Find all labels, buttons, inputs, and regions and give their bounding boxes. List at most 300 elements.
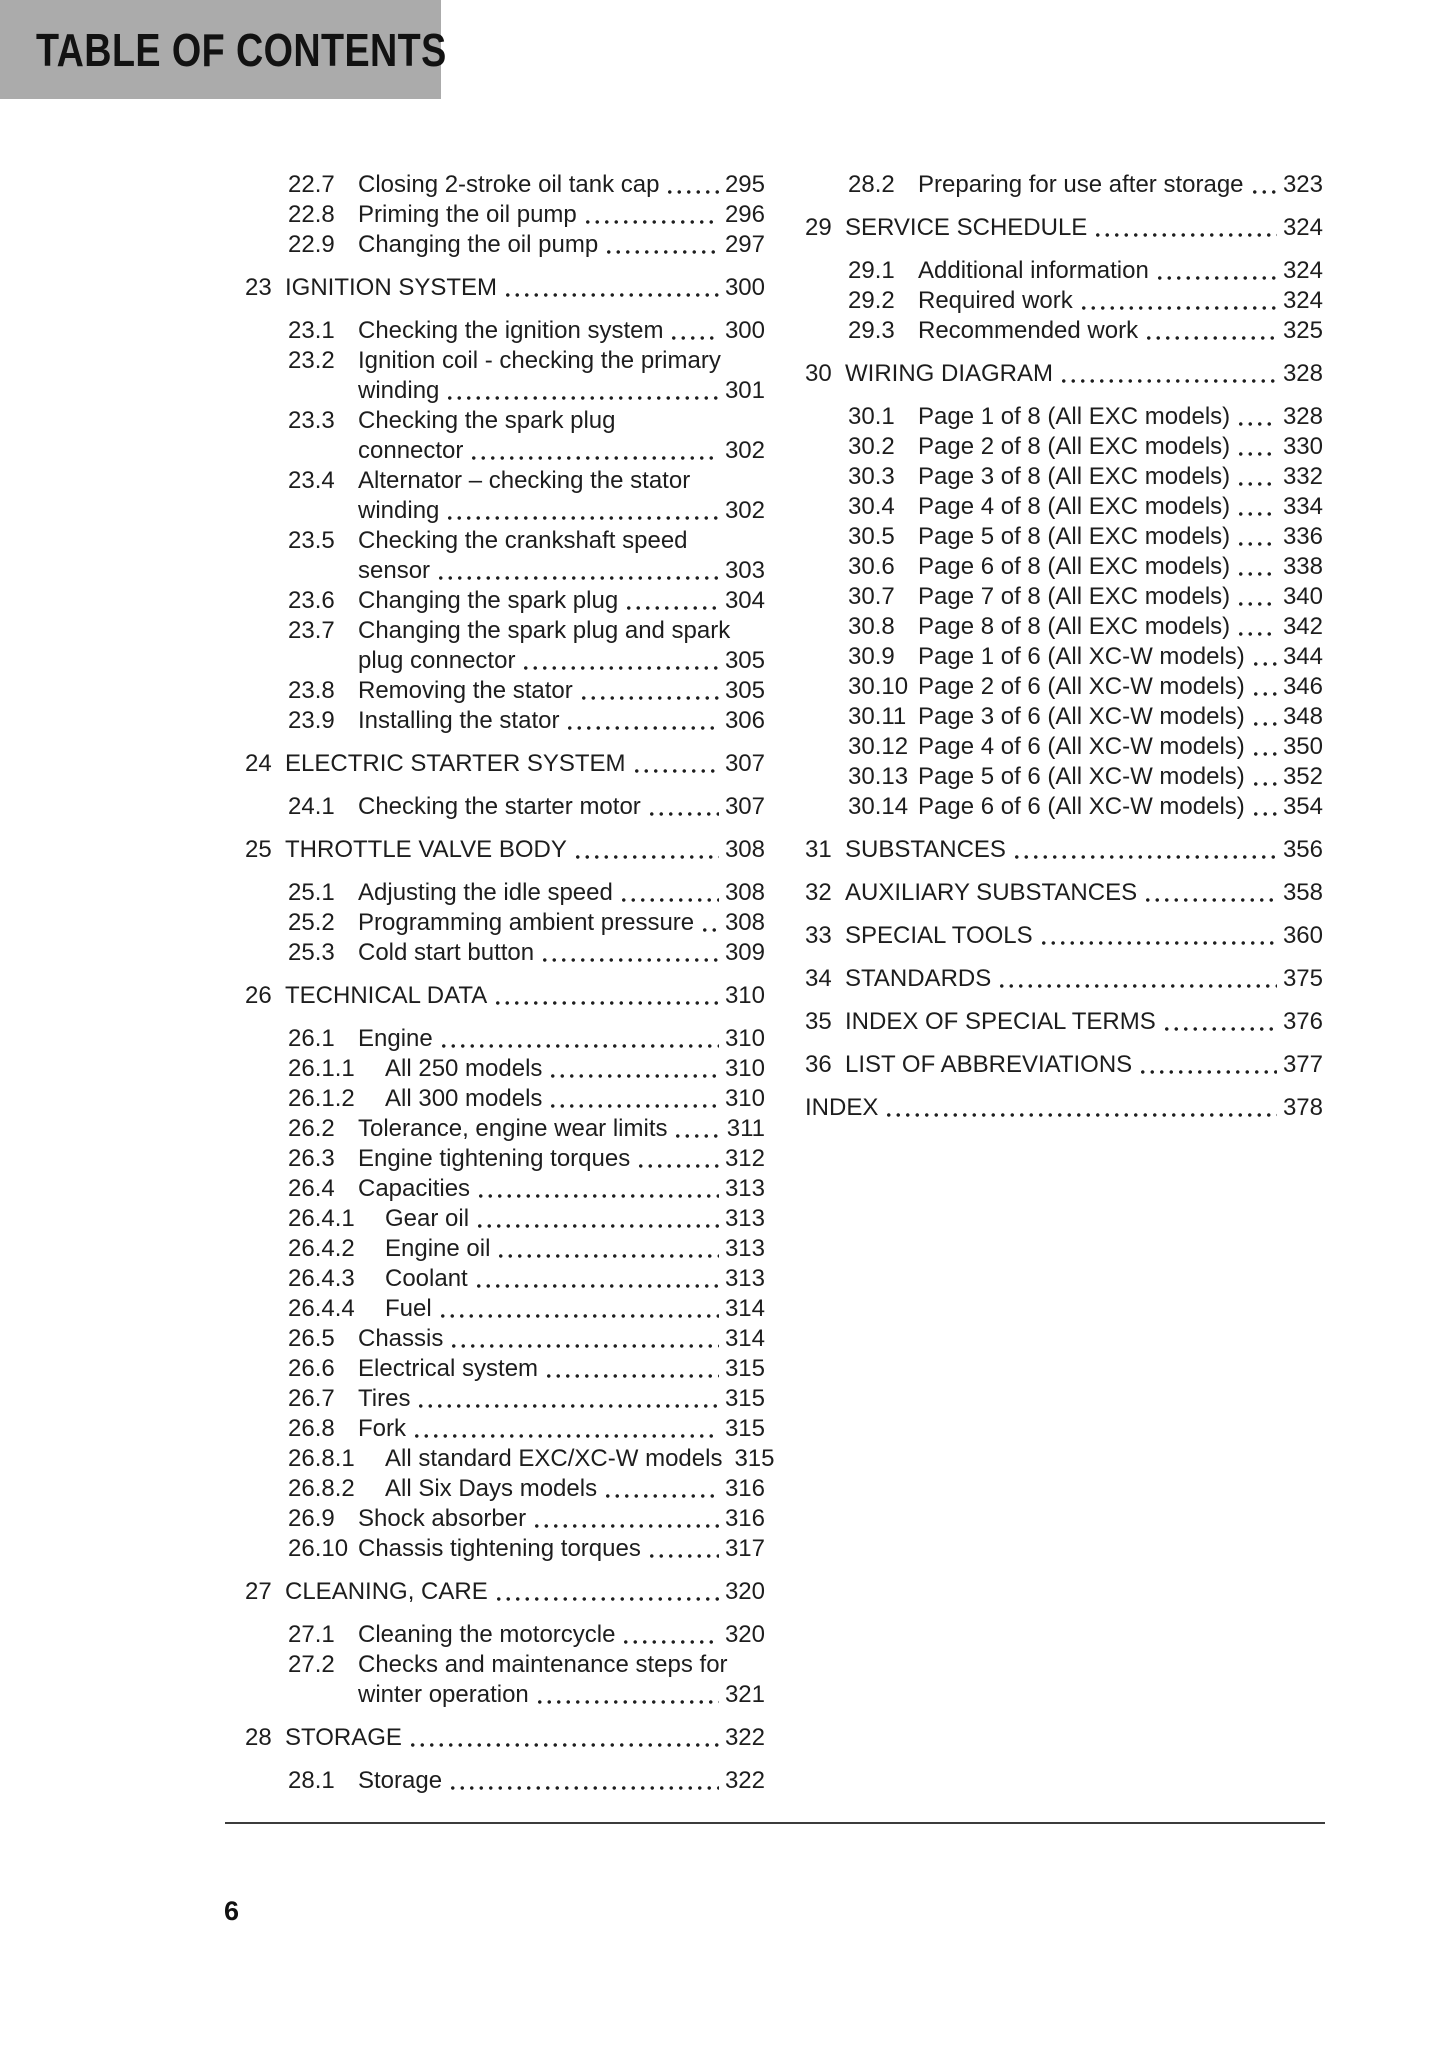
- entry-number: 26.1.2: [288, 1085, 355, 1112]
- entry-page-number: 324: [1282, 287, 1323, 314]
- entry-number: 26.2: [288, 1115, 335, 1142]
- entry-title: Changing the spark plug and spark: [358, 617, 731, 644]
- entry-page-number: 328: [1282, 403, 1323, 430]
- leader-dots: [1236, 482, 1277, 486]
- entry-title: Engine: [358, 1025, 433, 1052]
- toc-entry[interactable]: [805, 762, 1323, 792]
- toc-entry[interactable]: [245, 1264, 765, 1294]
- footer-rule: [225, 1822, 1325, 1824]
- entry-page-number: 313: [724, 1265, 765, 1292]
- entry-title: Programming ambient pressure: [358, 909, 695, 936]
- entry-title: Page 1 of 6 (All XC-W models): [918, 643, 1245, 670]
- entry-title: LIST OF ABBREVIATIONS: [845, 1051, 1133, 1078]
- entry-page-number: 377: [1282, 1051, 1323, 1078]
- entry-number: 26.8.1: [288, 1445, 355, 1472]
- toc-entry[interactable]: [245, 1474, 765, 1504]
- entry-number: 24.1: [288, 793, 335, 820]
- entry-number: 29.3: [848, 317, 895, 344]
- entry-number: 26.8: [288, 1415, 335, 1442]
- entry-page-number: 348: [1282, 703, 1323, 730]
- leader-dots: [494, 1597, 719, 1601]
- entry-page-number: 311: [726, 1115, 765, 1142]
- leader-dots: [476, 1194, 719, 1198]
- entry-title: SERVICE SCHEDULE: [845, 214, 1088, 241]
- entry-page-number: 324: [1282, 257, 1323, 284]
- entry-number: 29: [805, 214, 832, 241]
- entry-page-number: 304: [724, 587, 765, 614]
- leader-dots: [1143, 898, 1277, 902]
- leader-dots: [1251, 722, 1277, 726]
- entry-page-number: 296: [724, 201, 765, 228]
- entry-number: 23.7: [288, 617, 335, 644]
- toc-entry[interactable]: [805, 359, 1323, 389]
- entry-title: Page 2 of 8 (All EXC models): [918, 433, 1231, 460]
- entry-title: Alternator – checking the stator: [358, 467, 691, 494]
- toc-entry[interactable]: [245, 835, 765, 865]
- toc-entry[interactable]: [245, 1174, 765, 1204]
- toc-entry[interactable]: [805, 170, 1323, 200]
- entry-page-number: 338: [1282, 553, 1323, 580]
- toc-entry[interactable]: [245, 1444, 775, 1474]
- entry-number: 29.2: [848, 287, 895, 314]
- entry-number: 30.11: [848, 703, 907, 730]
- toc-entry[interactable]: [245, 908, 765, 938]
- entry-title: STORAGE: [285, 1724, 402, 1751]
- entry-number: 26: [245, 982, 272, 1009]
- entry-title: Page 2 of 6 (All XC-W models): [918, 673, 1245, 700]
- toc-entry[interactable]: [245, 938, 765, 968]
- entry-number: 25: [245, 836, 272, 863]
- toc-entry[interactable]: [245, 1577, 765, 1607]
- entry-title: Checking the crankshaft speed: [358, 527, 688, 554]
- entry-page-number: 332: [1282, 463, 1323, 490]
- entry-title: Coolant: [385, 1265, 468, 1292]
- entry-page-number: 322: [724, 1767, 765, 1794]
- entry-title: Adjusting the idle speed: [358, 879, 613, 906]
- toc-entry[interactable]: [805, 642, 1323, 672]
- entry-title: IGNITION SYSTEM: [285, 274, 498, 301]
- leader-dots: [1012, 855, 1277, 859]
- entry-number: 34: [805, 965, 832, 992]
- entry-number: 35: [805, 1008, 832, 1035]
- entry-title: connector: [358, 437, 464, 464]
- entry-title: Page 3 of 6 (All XC-W models): [918, 703, 1245, 730]
- entry-title: Ignition coil - checking the primary: [358, 347, 721, 374]
- leader-dots: [573, 855, 719, 859]
- toc-entry[interactable]: [805, 921, 1323, 951]
- entry-number: 28.1: [288, 1767, 335, 1794]
- entry-title: Gear oil: [385, 1205, 470, 1232]
- toc-entry[interactable]: [805, 316, 1323, 346]
- entry-number: 23.6: [288, 587, 335, 614]
- leader-dots: [438, 1314, 719, 1318]
- entry-page-number: 317: [724, 1535, 765, 1562]
- leader-dots: [647, 812, 719, 816]
- leader-dots: [474, 1284, 719, 1288]
- toc-entry[interactable]: [245, 1723, 765, 1753]
- entry-title: Capacities: [358, 1175, 471, 1202]
- toc-entry[interactable]: [805, 256, 1323, 286]
- toc-entry[interactable]: [805, 835, 1323, 865]
- toc-entry[interactable]: [805, 432, 1323, 462]
- leader-dots: [445, 516, 719, 520]
- toc-entry[interactable]: [805, 213, 1323, 243]
- entry-title: Page 6 of 8 (All EXC models): [918, 553, 1231, 580]
- entry-title: STANDARDS: [845, 965, 992, 992]
- entry-title: Storage: [358, 1767, 443, 1794]
- entry-title: All Six Days models: [385, 1475, 598, 1502]
- entry-page-number: 360: [1282, 922, 1323, 949]
- entry-title: Page 3 of 8 (All EXC models): [918, 463, 1231, 490]
- leader-dots: [647, 1554, 719, 1558]
- entry-number: 30.6: [848, 553, 895, 580]
- leader-dots: [1079, 306, 1277, 310]
- leader-dots: [1251, 782, 1277, 786]
- entry-title: INDEX: [805, 1094, 879, 1121]
- toc-entry[interactable]: [245, 1384, 765, 1414]
- toc-entry[interactable]: [245, 1766, 765, 1796]
- leader-dots: [1251, 692, 1277, 696]
- toc-entry[interactable]: [805, 612, 1323, 642]
- entry-title: Electrical system: [358, 1355, 539, 1382]
- entry-title: TECHNICAL DATA: [285, 982, 488, 1009]
- entry-title: SPECIAL TOOLS: [845, 922, 1033, 949]
- leader-dots: [619, 898, 719, 902]
- entry-page-number: 322: [724, 1724, 765, 1751]
- entry-number: 26.1.1: [288, 1055, 355, 1082]
- leader-dots: [1236, 512, 1277, 516]
- entry-page-number: 315: [724, 1355, 765, 1382]
- entry-number: 30.7: [848, 583, 895, 610]
- entry-page-number: 310: [724, 1055, 765, 1082]
- entry-page-number: 320: [724, 1578, 765, 1605]
- entry-number: 26.4.4: [288, 1295, 355, 1322]
- entry-number: 26.4.3: [288, 1265, 355, 1292]
- entry-page-number: 323: [1282, 171, 1323, 198]
- leader-dots: [416, 1404, 719, 1408]
- entry-page-number: 350: [1282, 733, 1323, 760]
- toc-entry[interactable]: [805, 732, 1323, 762]
- toc-entry[interactable]: [805, 552, 1323, 582]
- entry-number: 28: [245, 1724, 272, 1751]
- entry-page-number: 315: [724, 1415, 765, 1442]
- toc-entry[interactable]: [245, 230, 765, 260]
- entry-title: INDEX OF SPECIAL TERMS: [845, 1008, 1156, 1035]
- entry-number: 25.3: [288, 939, 335, 966]
- leader-dots: [540, 958, 719, 962]
- toc-entry[interactable]: [245, 1054, 765, 1084]
- entry-page-number: 307: [724, 793, 765, 820]
- entry-title: Removing the stator: [358, 677, 573, 704]
- entry-number: 30.12: [848, 733, 909, 760]
- toc-entry[interactable]: [245, 706, 765, 736]
- leader-dots: [408, 1743, 719, 1747]
- toc-entry[interactable]: [245, 749, 765, 779]
- toc-entry[interactable]: [805, 878, 1323, 908]
- toc-entry[interactable]: [805, 522, 1323, 552]
- entry-page-number: 315: [724, 1385, 765, 1412]
- entry-title: Page 5 of 6 (All XC-W models): [918, 763, 1245, 790]
- entry-number: 30.9: [848, 643, 895, 670]
- leader-dots: [1251, 812, 1277, 816]
- leader-dots: [1236, 542, 1277, 546]
- toc-entry[interactable]: [805, 582, 1323, 612]
- leader-dots: [636, 1164, 719, 1168]
- entry-number: 26.6: [288, 1355, 335, 1382]
- entry-title: plug connector: [358, 647, 516, 674]
- toc-left-column: [245, 170, 775, 1796]
- entry-number: 30.2: [848, 433, 895, 460]
- toc-entry[interactable]: [245, 1324, 765, 1354]
- entry-title: Page 7 of 8 (All EXC models): [918, 583, 1231, 610]
- toc-entry[interactable]: [245, 1084, 765, 1114]
- entry-title: Priming the oil pump: [358, 201, 577, 228]
- entry-page-number: 378: [1282, 1094, 1323, 1121]
- entry-number: 30.10: [848, 673, 909, 700]
- entry-title: Shock absorber: [358, 1505, 527, 1532]
- entry-page-number: 305: [724, 647, 765, 674]
- toc-entry[interactable]: [805, 702, 1323, 732]
- leader-dots: [565, 726, 719, 730]
- entry-number: 24: [245, 750, 272, 777]
- entry-title: winding: [358, 497, 440, 524]
- entry-title: All standard EXC/XC-W models: [385, 1445, 723, 1472]
- toc-entry[interactable]: [805, 1093, 1323, 1123]
- toc-entry[interactable]: [245, 526, 765, 586]
- entry-title: Recommended work: [918, 317, 1139, 344]
- toc-entry[interactable]: [245, 346, 765, 406]
- entry-title: Closing 2-stroke oil tank cap: [358, 171, 660, 198]
- entry-number: 26.7: [288, 1385, 335, 1412]
- entry-title: Page 4 of 6 (All XC-W models): [918, 733, 1245, 760]
- toc-entry[interactable]: [245, 792, 765, 822]
- entry-title: SUBSTANCES: [845, 836, 1006, 863]
- leader-dots: [1250, 190, 1277, 194]
- entry-number: 23.8: [288, 677, 335, 704]
- toc-entry[interactable]: [805, 492, 1323, 522]
- toc-entry[interactable]: [805, 1007, 1323, 1037]
- entry-title: Checks and maintenance steps for: [358, 1651, 728, 1678]
- toc-entry[interactable]: [245, 616, 765, 676]
- entry-page-number: 354: [1282, 793, 1323, 820]
- entry-title: Tolerance, engine wear limits: [358, 1115, 668, 1142]
- toc-entry[interactable]: [245, 1234, 765, 1264]
- entry-number: 26.10: [288, 1535, 349, 1562]
- entry-title: Required work: [918, 287, 1073, 314]
- entry-page-number: 316: [724, 1475, 765, 1502]
- leader-dots: [532, 1524, 719, 1528]
- entry-page-number: 310: [724, 1025, 765, 1052]
- entry-page-number: 308: [724, 909, 765, 936]
- entry-title: Chassis tightening torques: [358, 1535, 641, 1562]
- entry-page-number: 375: [1282, 965, 1323, 992]
- entry-page-number: 342: [1282, 613, 1323, 640]
- entry-number: 30.4: [848, 493, 895, 520]
- entry-number: 25.2: [288, 909, 335, 936]
- entry-number: 32: [805, 879, 832, 906]
- entry-number: 28.2: [848, 171, 895, 198]
- leader-dots: [665, 190, 718, 194]
- leader-dots: [1059, 379, 1277, 383]
- leader-dots: [1144, 336, 1277, 340]
- entry-number: 23.1: [288, 317, 335, 344]
- entry-page-number: 305: [724, 677, 765, 704]
- entry-number: 26.4.2: [288, 1235, 355, 1262]
- leader-dots: [535, 1700, 719, 1704]
- leader-dots: [1236, 602, 1277, 606]
- toc-entry[interactable]: [245, 676, 765, 706]
- leader-dots: [1236, 632, 1277, 636]
- toc-entry[interactable]: [245, 1620, 765, 1650]
- entry-number: 31: [805, 836, 832, 863]
- leader-dots: [884, 1113, 1277, 1117]
- entry-page-number: 314: [724, 1295, 765, 1322]
- leader-dots: [503, 293, 719, 297]
- toc-entry[interactable]: [245, 1414, 765, 1444]
- leader-dots: [997, 984, 1277, 988]
- toc-entry[interactable]: [245, 1024, 765, 1054]
- entry-title: Page 5 of 8 (All EXC models): [918, 523, 1231, 550]
- leader-dots: [469, 456, 719, 460]
- entry-number: 23: [245, 274, 272, 301]
- entry-title: Changing the spark plug: [358, 587, 619, 614]
- toc-entry[interactable]: [245, 1504, 765, 1534]
- entry-number: 30.8: [848, 613, 895, 640]
- toc-entry[interactable]: [245, 586, 765, 616]
- entry-page-number: 308: [724, 879, 765, 906]
- entry-title: Tires: [358, 1385, 411, 1412]
- entry-page-number: 302: [724, 497, 765, 524]
- leader-dots: [624, 606, 719, 610]
- entry-number: 23.5: [288, 527, 335, 554]
- entry-title: WIRING DIAGRAM: [845, 360, 1053, 387]
- leader-dots: [544, 1374, 719, 1378]
- toc-entry[interactable]: [245, 466, 765, 526]
- entry-number: 27.2: [288, 1651, 335, 1678]
- entry-number: 30.1: [848, 403, 895, 430]
- leader-dots: [412, 1434, 719, 1438]
- entry-number: 23.9: [288, 707, 335, 734]
- entry-page-number: 336: [1282, 523, 1323, 550]
- toc-entry[interactable]: [245, 1144, 765, 1174]
- entry-title: Page 8 of 8 (All EXC models): [918, 613, 1231, 640]
- entry-page-number: 295: [724, 171, 765, 198]
- entry-title: winding: [358, 377, 440, 404]
- page-header: [0, 0, 447, 99]
- entry-page-number: 313: [724, 1235, 765, 1262]
- entry-page-number: 297: [724, 231, 765, 258]
- leader-dots: [521, 666, 719, 670]
- toc-entry[interactable]: [245, 878, 765, 908]
- page-title: TABLE OF CONTENTS: [36, 23, 447, 76]
- entry-number: 33: [805, 922, 832, 949]
- entry-title: Engine oil: [385, 1235, 491, 1262]
- entry-title: winter operation: [358, 1681, 529, 1708]
- toc-entry[interactable]: [245, 1534, 765, 1564]
- toc-entry[interactable]: [245, 273, 765, 303]
- leader-dots: [1236, 572, 1277, 576]
- entry-title: Engine tightening torques: [358, 1145, 631, 1172]
- toc-entry[interactable]: [245, 1294, 765, 1324]
- toc-entry[interactable]: [245, 1650, 765, 1710]
- leader-dots: [496, 1254, 719, 1258]
- toc-entry[interactable]: [805, 402, 1323, 432]
- entry-page-number: 320: [724, 1621, 765, 1648]
- entry-title: Preparing for use after storage: [918, 171, 1244, 198]
- entry-title: ELECTRIC STARTER SYSTEM: [285, 750, 626, 777]
- entry-number: 23.4: [288, 467, 335, 494]
- entry-page-number: 314: [724, 1325, 765, 1352]
- leader-dots: [700, 928, 719, 932]
- toc-entry[interactable]: [805, 1050, 1323, 1080]
- entry-page-number: 306: [724, 707, 765, 734]
- leader-dots: [1236, 422, 1277, 426]
- leader-dots: [1162, 1027, 1277, 1031]
- toc-entry[interactable]: [245, 316, 765, 346]
- entry-number: 29.1: [848, 257, 895, 284]
- leader-dots: [475, 1224, 719, 1228]
- toc-entry[interactable]: [245, 981, 765, 1011]
- entry-number: 26.9: [288, 1505, 335, 1532]
- toc-entry[interactable]: [805, 792, 1323, 822]
- toc-entry[interactable]: [805, 462, 1323, 492]
- toc-entry[interactable]: [245, 406, 765, 466]
- toc-entry[interactable]: [245, 200, 765, 230]
- toc-entry[interactable]: [245, 170, 765, 200]
- entry-title: Page 1 of 8 (All EXC models): [918, 403, 1231, 430]
- entry-page-number: 301: [724, 377, 765, 404]
- entry-title: Fork: [358, 1415, 406, 1442]
- entry-page-number: 321: [724, 1681, 765, 1708]
- leader-dots: [604, 250, 719, 254]
- toc-entry[interactable]: [245, 1114, 765, 1144]
- entry-page-number: 324: [1282, 214, 1323, 241]
- entry-page-number: 307: [724, 750, 765, 777]
- entry-page-number: 310: [724, 1085, 765, 1112]
- entry-number: 25.1: [288, 879, 335, 906]
- toc-entry[interactable]: [245, 1354, 765, 1384]
- leader-dots: [1236, 452, 1277, 456]
- entry-title: Cleaning the motorcycle: [358, 1621, 616, 1648]
- toc-entry[interactable]: [805, 964, 1323, 994]
- leader-dots: [1155, 276, 1277, 280]
- leader-dots: [632, 769, 719, 773]
- entry-title: All 250 models: [385, 1055, 543, 1082]
- entry-title: Cold start button: [358, 939, 535, 966]
- entry-number: 30.5: [848, 523, 895, 550]
- toc-entry[interactable]: [245, 1204, 765, 1234]
- entry-number: 26.3: [288, 1145, 335, 1172]
- entry-page-number: 312: [724, 1145, 765, 1172]
- entry-page-number: 358: [1282, 879, 1323, 906]
- entry-number: 30.14: [848, 793, 909, 820]
- entry-page-number: 303: [724, 557, 765, 584]
- leader-dots: [1251, 662, 1277, 666]
- entry-number: 30.3: [848, 463, 895, 490]
- toc-entry[interactable]: [805, 286, 1323, 316]
- leader-dots: [493, 1001, 719, 1005]
- leader-dots: [1039, 941, 1277, 945]
- entry-page-number: 376: [1282, 1008, 1323, 1035]
- entry-number: 22.9: [288, 231, 335, 258]
- entry-page-number: 346: [1282, 673, 1323, 700]
- leader-dots: [445, 396, 719, 400]
- entry-number: 22.8: [288, 201, 335, 228]
- entry-page-number: 352: [1282, 763, 1323, 790]
- entry-title: Installing the stator: [358, 707, 560, 734]
- leader-dots: [548, 1074, 719, 1078]
- toc-entry[interactable]: [805, 672, 1323, 702]
